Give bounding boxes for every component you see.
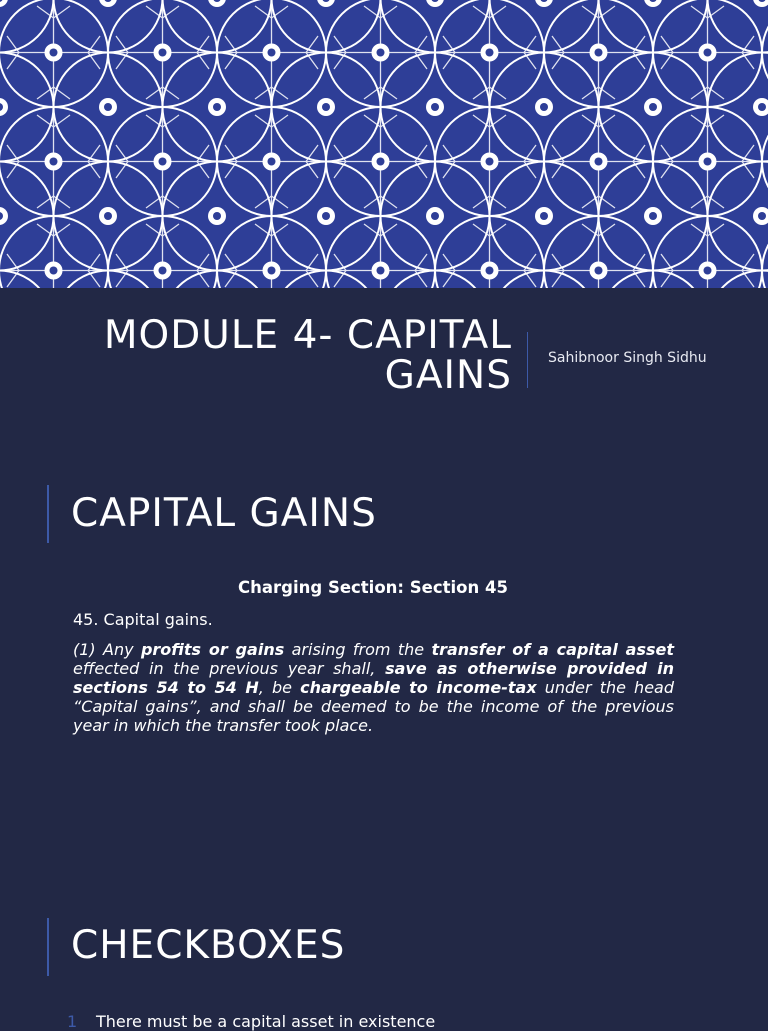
heading-accent-bar [47,485,49,543]
provision-part-3: effected in the previous year shall, [73,659,386,678]
provision-part-5: under the head “Capital gains”, and shall be deemed to be the income of the previous year in which the transfer took place. [73,678,674,735]
provision-part-1: (1) Any [73,640,141,659]
provision-text [73,640,674,735]
provision-part-2: arising from the [284,640,432,659]
title-line-2: GAINS [384,353,512,398]
provision-bold-2: transfer of a capital asset [431,640,675,659]
provision-part-4: , be [258,678,301,697]
checkboxes-heading: CHECKBOXES [71,923,346,968]
provision-bold-4: chargeable to income-tax [300,678,537,697]
heading-accent-bar [47,918,49,976]
floral-lattice-pattern-icon [0,0,768,288]
module-title [32,313,512,398]
provision-bold-1: profits or gains [140,640,285,659]
title-slide [0,288,768,418]
provision-bold-3: save as otherwise provided in sections 54 to 54 H [73,659,675,697]
list-item-number: 1 [67,1012,78,1031]
title-divider [527,332,528,388]
charging-section-title: Charging Section: Section 45 [238,578,508,597]
title-line-1: MODULE 4- CAPITAL [103,313,512,358]
pattern-banner [0,0,768,288]
list-item-text: There must be a capital asset in existence [96,1012,436,1031]
section-line: 45. Capital gains. [73,610,213,629]
capital-gains-heading: CAPITAL GAINS [71,491,377,536]
author-name: Sahibnoor Singh Sidhu [548,350,707,366]
